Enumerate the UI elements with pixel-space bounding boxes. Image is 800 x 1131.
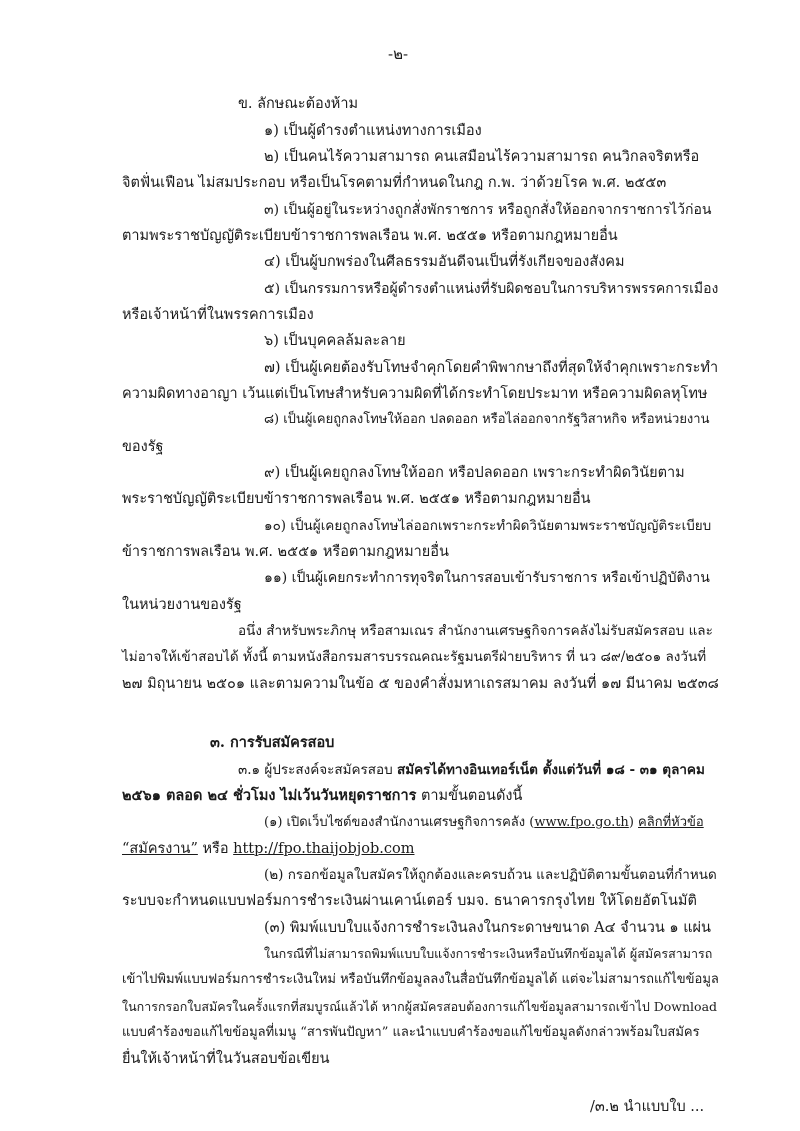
monk-note-line-1: อนึ่ง สำหรับพระภิกษุ หรือสามเณร สำนักงานเศรษฐกิจการคลังไม่รับสมัครสอบ และ	[238, 623, 713, 639]
prohibition-item-4: ๔) เป็นผู้บกพร่องในศีลธรรมอันดีจนเป็นที่รังเกียจของสังคม	[264, 254, 625, 270]
prohibition-item-3-cont: ตามพระราชบัญญัติระเบียบข้าราชการพลเรือน พ.ศ. ๒๕๕๑ หรือตามกฎหมายอื่น	[122, 228, 618, 244]
p31-prefix: ๓.๑ ผู้ประสงค์จะสมัครสอบ	[238, 762, 398, 778]
p31-suffix: ตามขั้นตอนดังนี้	[416, 788, 523, 804]
monk-note-line-3: ๒๗ มิถุนายน ๒๕๐๑ และตามความในข้อ ๕ ของคำสั่งมหาเถรสมาคม ลงวันที่ ๑๗ มีนาคม ๒๕๓๘	[122, 676, 719, 692]
prohibition-item-8: ๘) เป็นผู้เคยถูกลงโทษให้ออก ปลดออก หรือไล่ออกจากรัฐวิสาหกิจ หรือหน่วยงาน	[264, 412, 710, 427]
thaijobjob-link[interactable]: http://fpo.thaijobjob.com	[233, 841, 415, 857]
step1-prefix: (๑) เปิดเว็บไซต์ของสำนักงานเศรษฐกิจการคลัง (	[264, 815, 535, 830]
step-3-line-6: ยื่นให้เจ้าหน้าที่ในวันสอบข้อเขียน	[122, 1051, 330, 1067]
step-3-line-3: เข้าไปพิมพ์แบบฟอร์มการชำระเงินใหม่ หรือบันทึกข้อมูลลงในสื่อบันทึกข้อมูลได้ แต่จะไม่สามารถแก้ไขข้อมูล	[122, 972, 719, 987]
next-page-reference: /๓.๒ นำแบบใบ ...	[590, 1099, 705, 1115]
prohibition-item-5-cont: หรือเจ้าหน้าที่ในพรรคการเมือง	[122, 307, 314, 323]
page-number: -๒-	[388, 45, 409, 63]
step1-click-text: คลิกที่หัวข้อ	[638, 815, 704, 830]
prohibition-item-3: ๓) เป็นผู้อยู่ในระหว่างถูกสั่งพักราชการ หรือถูกสั่งให้ออกจากราชการไว้ก่อน	[264, 202, 712, 218]
section-3-heading: ๓. การรับสมัครสอบ	[210, 734, 335, 751]
prohibition-item-5: ๕) เป็นกรรมการหรือผู้ดำรงตำแหน่งที่รับผิดชอบในการบริหารพรรคการเมือง	[264, 281, 719, 297]
prohibition-item-8-cont: ของรัฐ	[122, 439, 164, 455]
step-3: (๓) พิมพ์แบบใบแจ้งการชำระเงินลงในกระดาษขนาด A๔ จำนวน ๑ แผ่น	[264, 920, 711, 936]
fpo-website-link[interactable]: www.fpo.go.th	[534, 815, 629, 830]
paragraph-3-1	[238, 760, 705, 780]
paragraph-3-1-cont	[122, 786, 522, 806]
p31-bold-2: ๒๕๖๑ ตลอด ๒๔ ชั่วโมง ไม่เว้นวันหยุดราชการ	[122, 787, 417, 804]
prohibition-item-11-cont: ในหน่วยงานของรัฐ	[122, 597, 242, 613]
prohibition-item-9: ๙) เป็นผู้เคยถูกลงโทษให้ออก หรือปลดออก เพราะกระทำผิดวินัยตาม	[264, 465, 685, 481]
prohibition-item-7-cont: ความผิดทางอาญา เว้นแต่เป็นโทษสำหรับความผิดที่ได้กระทำโดยประมาท หรือความผิดลหุโทษ	[122, 386, 708, 402]
prohibition-item-1: ๑) เป็นผู้ดำรงตำแหน่งทางการเมือง	[264, 123, 482, 139]
prohibition-item-6: ๖) เป็นบุคคลล้มละลาย	[264, 333, 406, 349]
section-kho-heading: ข. ลักษณะต้องห้าม	[238, 96, 359, 112]
step-2: (๒) กรอกข้อมูลใบสมัครให้ถูกต้องและครบถ้วน และปฏิบัติตามขั้นตอนที่กำหนด	[264, 867, 717, 883]
step-1-cont	[122, 839, 414, 859]
step1-mid: )	[628, 815, 639, 830]
monk-note-line-2: ไม่อาจให้เข้าสอบได้ ทั้งนี้ ตามหนังสือกรมสารบรรณคณะรัฐมนตรีฝ่ายบริหาร ที่ นว ๘๙/๒๕๐๑ ลงวันที่	[122, 649, 707, 665]
step-2-cont: ระบบจะกำหนดแบบฟอร์มการชำระเงินผ่านเคาน์เตอร์ บมจ. ธนาคารกรุงไทย ให้โดยอัตโนมัติ	[122, 893, 697, 909]
step-3-line-4: ในการกรอกใบสมัครในครั้งแรกที่สมบูรณ์แล้วได้ หากผู้สมัครสอบต้องการแก้ไขข้อมูลสามารถเข้าไป Download	[122, 999, 718, 1014]
step-3-line-2: ในกรณีที่ไม่สามารถพิมพ์แบบใบแจ้งการชำระเงินหรือบันทึกข้อมูลได้ ผู้สมัครสามารถ	[264, 946, 713, 961]
prohibition-item-10-cont: ข้าราชการพลเรือน พ.ศ. ๒๕๕๑ หรือตามกฎหมายอื่น	[122, 544, 449, 560]
prohibition-item-7: ๗) เป็นผู้เคยต้องรับโทษจำคุกโดยคำพิพากษาถึงที่สุดให้จำคุกเพราะกระทำ	[264, 360, 719, 376]
step1-or: หรือ	[197, 841, 234, 857]
step-3-line-5: แบบคำร้องขอแก้ไขข้อมูลที่เมนู “สารพันปัญหา” และนำแบบคำร้องขอแก้ไขข้อมูลดังกล่าวพร้อมใบสมัคร	[122, 1025, 700, 1040]
apply-job-link[interactable]: “สมัครงาน”	[122, 841, 198, 857]
prohibition-item-10: ๑๐) เป็นผู้เคยถูกลงโทษไล่ออกเพราะกระทำผิดวินัยตามพระราชบัญญัติระเบียบ	[264, 518, 712, 534]
prohibition-item-11: ๑๑) เป็นผู้เคยกระทำการทุจริตในการสอบเข้ารับราชการ หรือเข้าปฏิบัติงาน	[264, 570, 710, 586]
step-1	[264, 813, 704, 833]
prohibition-item-9-cont: พระราชบัญญัติระเบียบข้าราชการพลเรือน พ.ศ. ๒๕๕๑ หรือตามกฎหมายอื่น	[122, 491, 591, 507]
p31-bold-1: สมัครได้ทางอินเทอร์เน็ต ตั้งแต่วันที่ ๑๘ - ๓๑ ตุลาคม	[397, 762, 705, 778]
prohibition-item-2: ๒) เป็นคนไร้ความสามารถ คนเสมือนไร้ความสามารถ คนวิกลจริตหรือ	[264, 149, 700, 165]
prohibition-item-2-cont: จิตฟั่นเฟือน ไม่สมประกอบ หรือเป็นโรคตามที่กำหนดในกฎ ก.พ. ว่าด้วยโรค พ.ศ. ๒๕๕๓	[122, 175, 667, 191]
